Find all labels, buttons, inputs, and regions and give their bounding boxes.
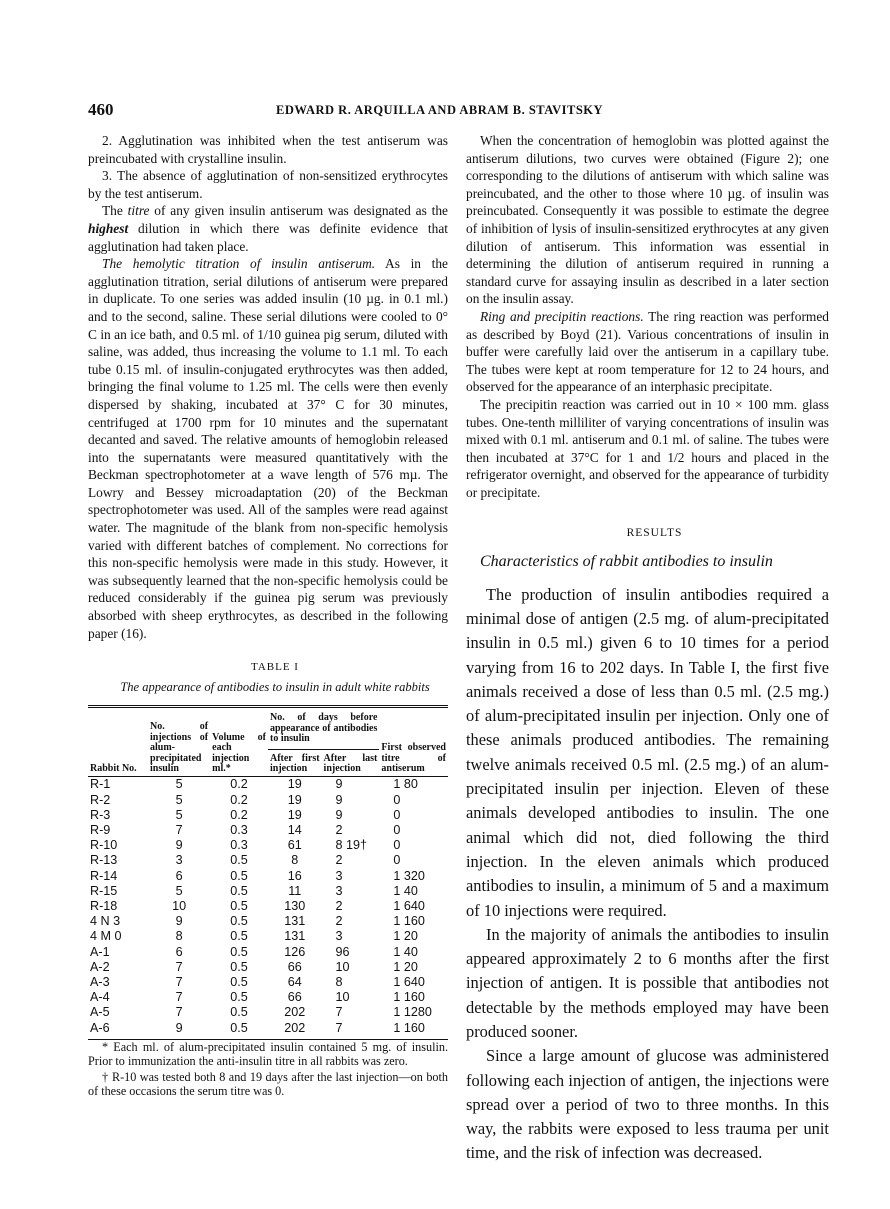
cell-after-last: 3 <box>335 868 343 883</box>
cell-volume: 0.5 <box>230 990 248 1005</box>
cell-volume: 0.5 <box>230 959 248 974</box>
cell-after-first: 19 <box>287 807 302 822</box>
text-run: of any given insulin antiserum was designated as the <box>149 203 449 219</box>
cell-after-first: 130 <box>284 899 306 914</box>
cell-rabbit: 4 N 3 <box>90 914 121 929</box>
cell-rabbit: A-6 <box>90 1020 110 1035</box>
table-body <box>88 777 448 1036</box>
text-run: As in the agglutination titration, serial dilutions of antiserum were prepared in duplicate. To one series was added insulin (10 µg. in 0.1 ml.) and to the second, saline. These serial dilutions were cooled to 0° C in an ice bath, and 0.5 ml. of 1/10 guinea pig serum, diluted with saline, was added, thus increasing the volume to 1.1 ml. To each tube 0.15 ml. of insulin-conjugated erythrocytes was then added, bringing the final volume to 1.25 ml. The cells were then evenly dispersed by shaking, incubated at 37° C for 30 minutes, centrifuged at 1700 rpm for 10 minutes and the supernatant decanted and saved. The relative amounts of hemoglobin released into the supernatants were measured quantitatively with the Beckman spectrophotometer at a wave length of 576 mµ. The Lowry and Bessey microadaptation (20) of the Beckman spectrophotometer was used. All of the samples were read against water. The magnitude of the blank from non-specific hemolysis varied with different batches of complement. No corrections for this non-specific hemolysis were made in this study. However, it was subsequently learned that the non-specific hemolysis could be reduced considerably if the guinea pig serum was previously absorbed with sheep erythrocytes, as described in the following paper (16). <box>88 256 448 641</box>
cell-rabbit: A-3 <box>90 975 110 990</box>
cell-volume: 0.3 <box>230 838 248 853</box>
cell-after-first: 11 <box>288 883 302 898</box>
cell-after-first: 126 <box>284 944 306 959</box>
cell-volume: 0.5 <box>230 868 248 883</box>
cell-titre: 0 <box>393 823 401 838</box>
cell-after-last: 9 <box>335 792 343 807</box>
paragraph-titre-definition <box>88 202 448 255</box>
table-row <box>88 793 448 808</box>
paragraph-antibody-timing: In the majority of animals the antibodies to insulin appeared approximately 2 to 6 months after the first injection of antigen. It is possible that antibodies not detectable by the methods employed may have been produced sooner. <box>466 924 829 1041</box>
cell-after-last: 10 <box>335 990 350 1005</box>
col-header-volume: Volume of each injection ml.* <box>212 731 266 775</box>
col-header-days-group: No. of days before appearance of antibodies to insulin <box>268 707 379 749</box>
cell-titre: 1 40 <box>393 944 418 959</box>
run-in-heading: The hemolytic titration of insulin antiserum. <box>102 256 376 272</box>
cell-after-last: 2 <box>335 914 343 929</box>
cell-titre: 1 40 <box>393 883 418 898</box>
col-header-rabbit: Rabbit No. <box>90 763 137 775</box>
run-in-heading: Ring and precipitin reactions. <box>480 308 644 324</box>
paragraph-hemolytic-titration <box>88 255 448 642</box>
cell-titre: 1 640 <box>393 975 425 990</box>
cell-injections: 9 <box>175 838 183 853</box>
cell-titre: 0 <box>393 838 401 853</box>
cell-rabbit: A-5 <box>90 1005 110 1020</box>
cell-after-last: 2 <box>335 899 343 914</box>
results-body <box>466 583 829 1166</box>
text-run: dilution in which there was definite evidence that agglutination had taken place. <box>88 220 448 254</box>
cell-rabbit: A-2 <box>90 959 110 974</box>
cell-injections: 8 <box>175 929 183 944</box>
cell-rabbit: R-2 <box>90 792 111 807</box>
table-row <box>88 853 448 868</box>
cell-titre: 1 160 <box>393 1020 425 1035</box>
cell-injections: 7 <box>175 959 183 974</box>
cell-after-last: 3 <box>335 929 343 944</box>
table-row <box>88 777 448 793</box>
cell-after-last: 3 <box>335 883 343 898</box>
cell-injections: 5 <box>175 883 183 898</box>
cell-volume: 0.5 <box>230 1005 248 1020</box>
cell-injections: 6 <box>175 944 183 959</box>
col-header-after-first: After first injection <box>269 752 320 775</box>
cell-after-last: 9 <box>335 777 343 792</box>
page-number: 460 <box>88 100 114 119</box>
paragraph-precipitin-reaction: The precipitin reaction was carried out in 10 × 100 mm. glass tubes. One-tenth milliliter of varying concentrations of insulin was mixed with 0.1 ml. antiserum and 0.1 ml. of saline. The tubes were then incubated at 37°C for 1 and 1/2 hours and placed in the refrigerator overnight, and observed for the appearance of turbidity or precipitate. <box>466 396 829 500</box>
cell-after-last: 96 <box>335 944 350 959</box>
cell-rabbit: R-3 <box>90 807 111 822</box>
cell-after-last: 7 <box>335 1020 343 1035</box>
cell-injections: 7 <box>175 1005 183 1020</box>
cell-rabbit: 4 M 0 <box>90 929 122 944</box>
paragraph-criterion-2: 2. Agglutination was inhibited when the test antiserum was preincubated with crystalline insulin. <box>88 133 448 166</box>
cell-titre: 1 80 <box>393 777 418 792</box>
cell-titre: 0 <box>393 807 401 822</box>
cell-after-last: 10 <box>335 959 350 974</box>
cell-injections: 7 <box>175 975 183 990</box>
table-row <box>88 914 448 929</box>
cell-rabbit: A-1 <box>90 944 110 959</box>
cell-volume: 0.2 <box>230 777 248 792</box>
paragraph-antibody-production: The production of insulin antibodies required a minimal dose of antigen (2.5 mg. of alum-precipitated insulin in 0.5 ml.) given 6 to 10 times for a period varying from 16 to 202 days. In Table I, the first five animals received a dose of less than 0.5 ml. (2.5 mg.) of alum-precipitated insulin per injection. Only one of these animals produced antibodies. The remaining twelve animals received 0.5 ml. (2.5 mg.) of an alum-precipitated insulin per injection. Eleven of these animals developed antibodies to insulin. The one animal which did not, died following the third injection. In the eleven animals which produced antibodies to insulin, a minimum of 5 and a maximum of 10 injections were required. <box>466 584 829 920</box>
table-row <box>88 899 448 914</box>
paragraph-glucose-administration: Since a large amount of glucose was administered following each injection of antigen, the injections were spread over a period of two to three months. In this way, the rabbits were exposed to less trauma per unit time, and the risk of infection was decreased. <box>466 1046 829 1163</box>
cell-after-last: 7 <box>335 1005 343 1020</box>
col-header-after-last: After last injection <box>323 752 378 775</box>
table-row <box>88 1005 448 1020</box>
cell-after-first: 64 <box>287 975 302 990</box>
cell-titre: 1 20 <box>393 929 418 944</box>
footnote-dagger: † R-10 was tested both 8 and 19 days after the last injection—on both of these occasions the serum titre was 0. <box>88 1069 448 1099</box>
cell-volume: 0.5 <box>230 944 248 959</box>
cell-volume: 0.5 <box>230 883 248 898</box>
cell-volume: 0.5 <box>230 975 248 990</box>
cell-rabbit: A-4 <box>90 990 110 1005</box>
table-row <box>88 929 448 944</box>
section-heading: Characteristics of rabbit antibodies to insulin <box>480 553 773 571</box>
cell-volume: 0.5 <box>230 899 248 914</box>
cell-after-first: 131 <box>284 914 306 929</box>
cell-after-first: 61 <box>287 838 302 853</box>
cell-after-last: 8 19† <box>335 838 368 853</box>
cell-titre: 0 <box>393 853 401 868</box>
table-row <box>88 945 448 960</box>
table-title: TABLE I <box>251 661 299 674</box>
text-run: The <box>102 203 128 219</box>
paragraph-ring-reaction <box>466 308 829 396</box>
cell-after-first: 19 <box>287 777 302 792</box>
table-row <box>88 975 448 990</box>
cell-titre: 1 160 <box>393 914 425 929</box>
emphasis-highest: highest <box>88 220 129 236</box>
cell-after-last: 9 <box>335 807 343 822</box>
cell-after-first: 131 <box>284 929 306 944</box>
cell-rabbit: R-18 <box>90 899 118 914</box>
table-row <box>88 838 448 853</box>
cell-volume: 0.2 <box>230 807 248 822</box>
right-column <box>466 132 829 1166</box>
cell-volume: 0.5 <box>230 853 248 868</box>
cell-titre: 1 1280 <box>393 1005 432 1020</box>
emphasis-titre: titre <box>127 203 150 219</box>
cell-rabbit: R-14 <box>90 868 118 883</box>
table-row <box>88 823 448 838</box>
cell-volume: 0.3 <box>230 823 248 838</box>
cell-titre: 1 160 <box>393 990 425 1005</box>
table-row <box>88 869 448 884</box>
cell-injections: 5 <box>175 777 183 792</box>
cell-injections: 5 <box>175 792 183 807</box>
cell-volume: 0.5 <box>230 914 248 929</box>
data-table <box>88 705 448 1035</box>
cell-after-first: 16 <box>287 868 302 883</box>
cell-rabbit: R-1 <box>90 777 111 792</box>
table-row <box>88 960 448 975</box>
table-caption: The appearance of antibodies to insulin in adult white rabbits <box>120 679 430 694</box>
cell-injections: 6 <box>175 868 183 883</box>
page-header <box>88 100 814 122</box>
cell-rabbit: R-15 <box>90 883 118 898</box>
cell-after-first: 202 <box>284 1005 306 1020</box>
cell-after-first: 14 <box>287 823 302 838</box>
cell-titre: 1 320 <box>393 868 425 883</box>
cell-rabbit: R-10 <box>90 838 118 853</box>
cell-injections: 3 <box>175 853 183 868</box>
cell-volume: 0.5 <box>230 929 248 944</box>
cell-after-first: 66 <box>287 990 302 1005</box>
table-row <box>88 990 448 1005</box>
cell-after-last: 8 <box>335 975 343 990</box>
cell-after-first: 202 <box>284 1020 306 1035</box>
cell-after-first: 8 <box>291 853 299 868</box>
cell-rabbit: R-13 <box>90 853 118 868</box>
cell-injections: 9 <box>175 914 183 929</box>
paragraph-criterion-3: 3. The absence of agglutination of non-sensitized erythrocytes by the test antiserum. <box>88 168 448 201</box>
left-column <box>88 132 448 1099</box>
running-head: EDWARD R. ARQUILLA AND ABRAM B. STAVITSKY <box>276 103 604 117</box>
col-header-injections: No. of injections of alum-precipitated insulin <box>150 721 209 775</box>
cell-injections: 10 <box>172 899 187 914</box>
cell-volume: 0.2 <box>230 792 248 807</box>
results-heading: RESULTS <box>626 527 683 540</box>
cell-titre: 1 20 <box>393 959 418 974</box>
paragraph-hemoglobin-curves: When the concentration of hemoglobin was plotted against the antiserum dilutions, two curves were obtained (Figure 2); one corresponding to the dilutions of antiserum with which saline was preincubated, and the other to those where 10 µg. of insulin was preincubated. Consequently it was possible to estimate the degree of inhibition of lysis of insulin-sensitized erythrocytes at any given dilution of antiserum. This information was essential in determining the dilution of antiserum required in running a standard curve for assaying insulin as described in a later section on the insulin assay. <box>466 133 829 307</box>
footnote-asterisk: * Each ml. of alum-precipitated insulin contained 5 mg. of insulin. Prior to immunization the anti-insulin titre in all rabbits was zero. <box>88 1039 448 1069</box>
cell-volume: 0.5 <box>230 1020 248 1035</box>
cell-injections: 7 <box>175 990 183 1005</box>
table-row <box>88 808 448 823</box>
table-row <box>88 884 448 899</box>
col-header-titre: First observed titre of antiserum <box>381 742 446 775</box>
cell-injections: 5 <box>175 807 183 822</box>
table-row <box>88 1021 448 1036</box>
cell-titre: 0 <box>393 792 401 807</box>
cell-injections: 9 <box>175 1020 183 1035</box>
text-run: The ring reaction was performed as described by Boyd (21). Various concentrations of insulin in buffer were carefully laid over the antiserum in a capillary tube. The tubes were kept at room temperature for 12 to 24 hours, and observed for the appearance of an interphasic precipitate. <box>466 308 829 395</box>
cell-after-first: 19 <box>287 792 302 807</box>
cell-after-last: 2 <box>335 853 343 868</box>
cell-injections: 7 <box>175 823 183 838</box>
cell-after-first: 66 <box>287 959 302 974</box>
cell-after-last: 2 <box>335 823 343 838</box>
cell-titre: 1 640 <box>393 899 425 914</box>
cell-rabbit: R-9 <box>90 823 111 838</box>
